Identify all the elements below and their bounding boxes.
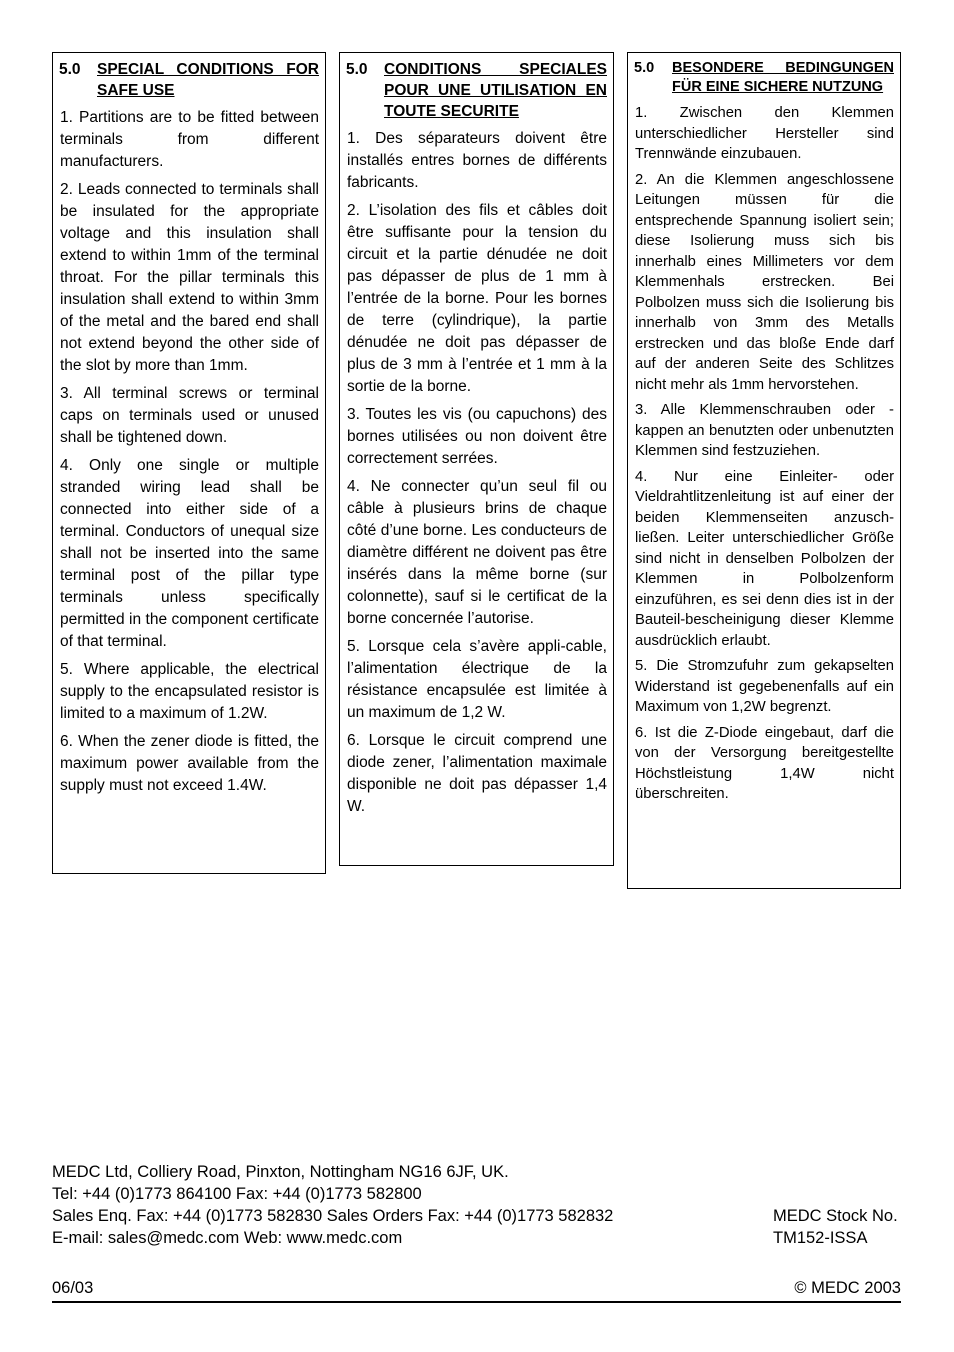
condition-item-1: 1. Zwischen den Klemmen unterschiedlicher Hersteller sind Trennwände einzubauen.	[635, 105, 894, 162]
stock-number-label: MEDC Stock No.	[773, 1207, 898, 1225]
section-number: 5.0	[634, 60, 655, 76]
company-email-web: E-mail: sales@medc.com Web: www.medc.com	[52, 1229, 403, 1247]
condition-item-4: 4. Only one single or multiple stranded wiring lead shall be connected into either side of a terminal. Conductors of unequal size shall not be inserted into the same terminal post of the pillar type terminals unless specifically permitted in the component certificate of that terminal.	[60, 457, 319, 650]
condition-item-5: 5. Where applicable, the electrical supply to the encapsulated resistor is limited to a maximum of 1.2W.	[60, 661, 319, 722]
section-title: CONDITIONS SPECIALES POUR UNE UTILISATION EN TOUTE SECURITE	[384, 61, 607, 120]
copyright-notice: © MEDC 2003	[794, 1279, 901, 1297]
section-english	[52, 52, 326, 874]
condition-item-1: 1. Partitions are to be fitted between terminals from different manufacturers.	[60, 109, 319, 170]
issue-date: 06/03	[52, 1279, 94, 1297]
condition-item-2: 2. L’isolation des fils et câbles doit être suffisante pour la tension du circuit et la partie dénudée ne doit pas dépasser de plus de 1 mm à l’entrée de la borne. Pour les bornes de terre (cylindrique), la partie dénudée ne doit pas dépasser de plus de 3 mm à l’entrée et 1 mm à la sortie de la borne.	[347, 202, 607, 395]
condition-item-3: 3. All terminal screws or terminal caps on terminals used or unused shall be tightened down.	[60, 385, 319, 446]
condition-item-2: 2. Leads connected to terminals shall be insulated for the appropriate voltage and this insulation shall extend to within 1mm of the terminal throat. For the pillar terminals this insulation shall extend to within 3mm of the metal and the bared end shall not extend beyond the other side of the slot by more than 1mm.	[60, 181, 319, 374]
section-heading	[634, 59, 894, 97]
condition-item-5: 5. Lorsque cela s’avère appli-cable, l’alimentation électrique de la résistance encapsulée est limitée à un maximum de 1,2 W.	[347, 638, 607, 721]
company-address: MEDC Ltd, Colliery Road, Pinxton, Nottingham NG16 6JF, UK.	[52, 1163, 509, 1181]
condition-item-3: 3. Toutes les vis (ou capuchons) des bornes utilisées ou non doivent être correctement serrées.	[347, 406, 607, 467]
section-heading	[59, 59, 319, 101]
condition-item-1: 1. Des séparateurs doivent être installés entres bornes de différents fabricants.	[347, 130, 607, 191]
section-heading	[346, 59, 607, 122]
company-sales-fax: Sales Enq. Fax: +44 (0)1773 582830 Sales Orders Fax: +44 (0)1773 582832	[52, 1207, 614, 1225]
company-phone: Tel: +44 (0)1773 864100 Fax: +44 (0)1773 582800	[52, 1185, 422, 1203]
section-title: BESONDERE BEDINGUNGEN FÜR EINE SICHERE NUTZUNG	[672, 60, 894, 95]
footer-divider	[52, 1301, 901, 1303]
condition-item-6: 6. Lorsque le circuit comprend une diode zener, l’alimentation maximale disponible ne doit pas dépasser 1,4 W.	[347, 732, 607, 815]
condition-item-5: 5. Die Stromzufuhr zum gekapselten Widerstand ist gegebenenfalls auf ein Maximum von 1,2W begrenzt.	[635, 658, 894, 715]
section-title: SPECIAL CONDITIONS FOR SAFE USE	[97, 61, 319, 99]
section-french	[339, 52, 614, 866]
condition-item-3: 3. Alle Klemmenschrauben oder -kappen an benutzten oder unbenutzten Klemmen sind festzuziehen.	[635, 402, 894, 459]
section-number: 5.0	[59, 61, 81, 78]
condition-item-2: 2. An die Klemmen angeschlossene Leitungen müssen für die entsprechende Spannung isoliert sein; diese Isolierung muss sich bis innerhalb eines Millimeters vor dem Klemmenhals erstrecken. Bei Polbolzen muss sich die Isolierung bis innerhalb von 3mm des Metalls erstrecken und das bloße Ende darf auf der anderen Seite des Schlitzes nicht mehr als 1mm hervorstehen.	[635, 171, 894, 393]
section-number: 5.0	[346, 61, 368, 78]
section-german	[627, 52, 901, 889]
stock-number-value: TM152-ISSA	[773, 1229, 868, 1247]
company-contact-block	[52, 1161, 613, 1249]
condition-item-6: 6. When the zener diode is fitted, the maximum power available from the supply must not exceed 1.4W.	[60, 733, 319, 794]
stock-number-block	[773, 1205, 898, 1249]
condition-item-4: 4. Ne connecter qu’un seul fil ou câble à plusieurs brins de chaque côté d’une borne. Les conducteurs de diamètre différent ne doivent pas être insérés dans la même borne (sur colonnette), sauf si le certificat de la borne concernée l’autorise.	[347, 478, 607, 627]
condition-item-4: 4. Nur eine Einleiter- oder Vieldrahtlitzenleitung ist auf einer der beiden Klemmenseiten anzusch-ließen. Leiter unterschiedlicher Größe sind nicht in denselben Polbolzen der Klemmen in Polbolzenform einzuführen, es sei denn dies ist in der Bauteil-bescheinigung dieser Klemme ausdrücklich erlaubt.	[635, 468, 894, 649]
condition-item-6: 6. Ist die Z-Diode eingebaut, darf die von der Versorgung bereitgestellte Höchstleistung 1,4W nicht überschreiten.	[635, 724, 894, 802]
